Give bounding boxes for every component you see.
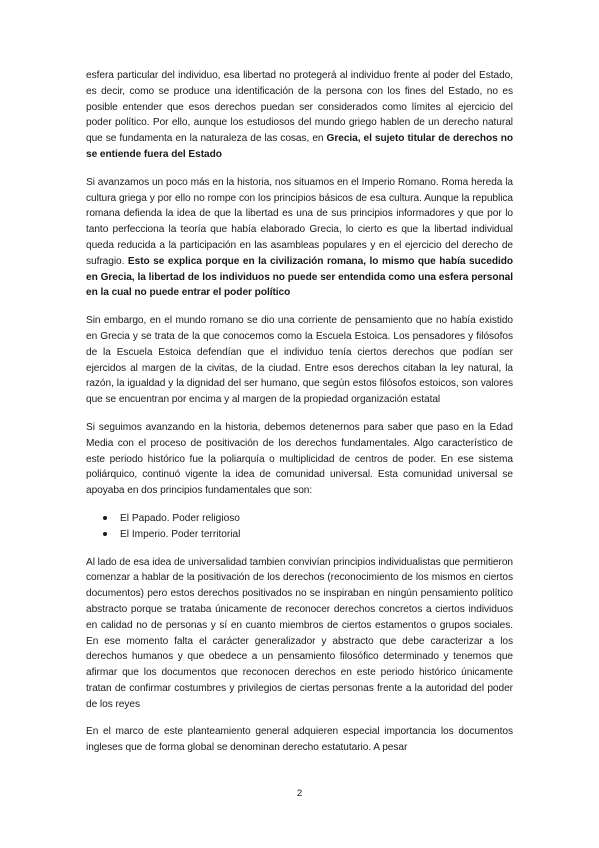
paragraph-english-documents <box>86 724 513 756</box>
paragraph-text: Sin embargo, en el mundo romano se dio una corriente de pensamiento que no había existido en Grecia y se trata de la que conocemos como la Escuela Estoica. Los pensadores y filósofos de la Escuela Estoica defendían que el individuo tenía ciertos derechos que podían ser ejercidos al margen de la civitas, de la ciudad. Entre esos derechos citaban la ley natural, la razón, la igualdad y la dignidad del ser humano, que según estos filósofos estoicos, son valores que se encuentran por encima y al margen de la propiedad organización estatal <box>86 315 513 406</box>
paragraph-greece <box>86 68 513 163</box>
list-item: El Papado. Poder religioso <box>120 511 513 527</box>
paragraph-middle-ages <box>86 420 513 499</box>
paragraph-text: Si seguimos avanzando en la historia, debemos detenernos para saber que paso en la Edad Media con el proceso de positivación de los derechos fundamentales. Algo característico de este periodo histórico fue la poliarquía o multiplicidad de centros de poder. En ese sistema poliárquico, continuó vigente la idea de comunidad universal. Esta comunidad universal se apoyaba en dos principios fundamentales que son: <box>86 421 513 497</box>
paragraph-text: En el marco de este planteamiento general adquieren especial importancia los documentos ingleses que de forma global se denominan derecho estatutario. A pesar <box>86 726 513 754</box>
paragraph-stoic-school <box>86 313 513 408</box>
paragraph-text: Al lado de esa idea de universalidad tambien convivían principios individualistas que permitieron comenzar a hablar de la positivación de los derechos (reconocimiento de los mismos en ciertos documentos) pero estos derechos positivados no se inspiraban en ningún pensamiento político abstracto porque se trataba únicamente de reconocer derechos concretos a ciertos individuos en calidad no de personas y sí en cuanto miembros de ciertos estamentos o grupos sociales. En ese momento falta el carácter generalizador y abstracto que debe caracterizar a los derechos humanos y que obedece a un pensamiento filosófico determinado y tenemos que afirmar que los documentos que reconocen derechos en este periodo histórico únicamente tratan de confirmar costumbres y privilegios de ciertas personas frente a la autoridad del poder de los reyes <box>86 556 513 710</box>
paragraph-text: Si avanzamos un poco más en la historia, nos situamos en el Imperio Romano. Roma hereda la cultura griega y por ello no rompe con los principios básicos de esa cultura. Aunque la republica romana defienda la idea de que la libertad es una de sus principios informadores y que por lo tanto perfecciona la teoría que había elaborado Grecia, lo cierto es que la libertad individual queda reducida a la participación en las asambleas populares y en el ejercicio del derecho de sufragio. <box>86 176 513 267</box>
paragraph-individualism <box>86 555 513 713</box>
paragraph-bold-text: Esto se explica porque en la civilización romana, lo mismo que había sucedido en Grecia, la libertad de los individuos no puede ser entendida como una esfera personal en la cual no puede entrar el poder político <box>86 255 513 299</box>
page-number: 2 <box>296 788 303 799</box>
paragraph-rome <box>86 175 513 301</box>
paragraph-text: esfera particular del individuo, esa libertad no protegerá al individuo frente al poder del Estado, es decir, como se produce una identificación de la persona con los fines del Estado, no es posible entender que esos derechos puedan ser considerados como límites al ejercicio del poder político. Por ello, aunque los estudiosos del mundo griego hablen de un derecho natural que se fundamenta en la naturaleza de las cosas, en <box>86 70 513 145</box>
paragraph-bold-text: Grecia, el sujeto titular de derechos no se entiende fuera del Estado <box>86 133 513 160</box>
principles-list <box>86 511 513 543</box>
list-item: El Imperio. Poder territorial <box>120 527 513 543</box>
